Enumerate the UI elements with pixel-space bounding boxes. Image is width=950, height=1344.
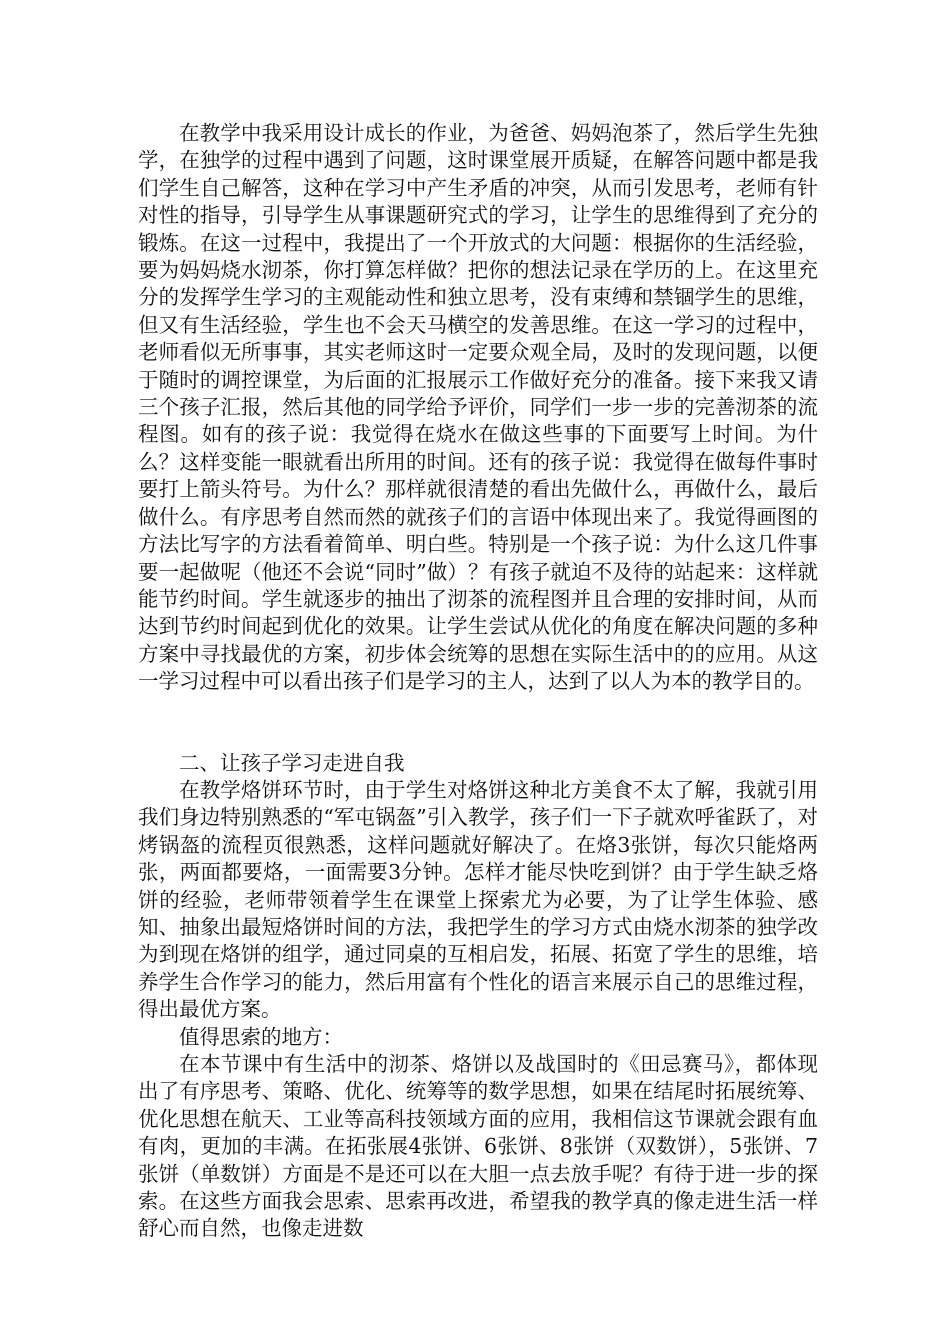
paragraph-gap: [138, 696, 818, 750]
document-body: [138, 120, 818, 1243]
section-heading: 二、让孩子学习走进自我: [179, 750, 405, 775]
paragraph-pancake: 在教学烙饼环节时，由于学生对烙饼这种北方美食不太了解，我就引用我们身边特别熟悉的“军屯锅盔”引入教学，孩子们一下子就欢呼雀跃了，对烤锅盔的流程页很熟悉，这样问题就好解决了。在烙3张饼，每次只能烙两张，两面都要烙，一面需要3分钟。怎样才能尽快吃到饼？由于学生缺乏烙饼的经验，老师带领着学生在课堂上探索尤为必要，为了让学生体验、感知、抽象出最短烙饼时间的方法，我把学生的学习方式由烧水沏茶的独学改为到现在烙饼的组学，通过同桌的互相启发，拓展、拓宽了学生的思维，培养学生合作学习的能力，然后用富有个性化的语言来展示自己的思维过程，得出最优方案。: [138, 777, 818, 1022]
paragraph-tea-making: 在教学中我采用设计成长的作业，为爸爸、妈妈泡茶了，然后学生先独学，在独学的过程中遇到了问题，这时课堂展开质疑，在解答问题中都是我们学生自己解答，这种在学习中产生矛盾的冲突，从而引发思考，老师有针对性的指导，引导学生从事课题研究式的学习，让学生的思维得到了充分的锻炼。在这一过程中，我提出了一个开放式的大问题：根据你的生活经验，要为妈妈烧水沏茶，你打算怎样做？把你的想法记录在学历的上。在这里充分的发挥学生学习的主观能动性和独立思考，没有束缚和禁锢学生的思维，但又有生活经验，学生也不会天马横空的发善思维。在这一学习的过程中，老师看似无所事事，其实老师这时一定要众观全局，及时的发现问题，以便于随时的调控课堂，为后面的汇报展示工作做好充分的准备。接下来我又请三个孩子汇报，然后其他的同学给予评价，同学们一步一步的完善沏茶的流程图。如有的孩子说：我觉得在烧水在做这些事的下面要写上时间。为什么？这样变能一眼就看出所用的时间。还有的孩子说：我觉得在做每件事时要打上箭头符号。为什么？那样就很清楚的看出先做什么，再做什么，最后做什么。有序思考自然而然的就孩子们的言语中体现出来了。我觉得画图的方法比写字的方法看着简单、明白些。特别是一个孩子说：为什么这几件事要一起做呢（他还不会说“同时”做）？有孩子就迫不及待的站起来：这样就能节约时间。学生就逐步的抽出了沏茶的流程图并且合理的安排时间，从而达到节约时间起到优化的效果。让学生尝试从优化的角度在解决问题的多种方案中寻找最优的方案，初步体会统筹的思想在实际生活中的的应用。从这一学习过程中可以看出孩子们是学习的主人，达到了以人为本的教学目的。: [138, 121, 818, 694]
paragraph-reflection-title: 值得思索的地方：: [179, 1024, 343, 1049]
paragraph-reflection: 在本节课中有生活中的沏茶、烙饼以及战国时的《田忌赛马》，都体现出了有序思考、策略、优化、统筹等的数学思想，如果在结尾时拓展统筹、优化思想在航天、工业等高科技领域方面的应用，我相信这节课就会跟有血有肉，更加的丰满。在拓张展4张饼、6张饼、8张饼（双数饼），5张饼、7张饼（单数饼）方面是不是还可以在大胆一点去放手呢？有待于进一步的探索。在这些方面我会思索、思索再改进，希望我的教学真的像走进生活一样舒心而自然，也像走进数: [138, 1052, 818, 1241]
